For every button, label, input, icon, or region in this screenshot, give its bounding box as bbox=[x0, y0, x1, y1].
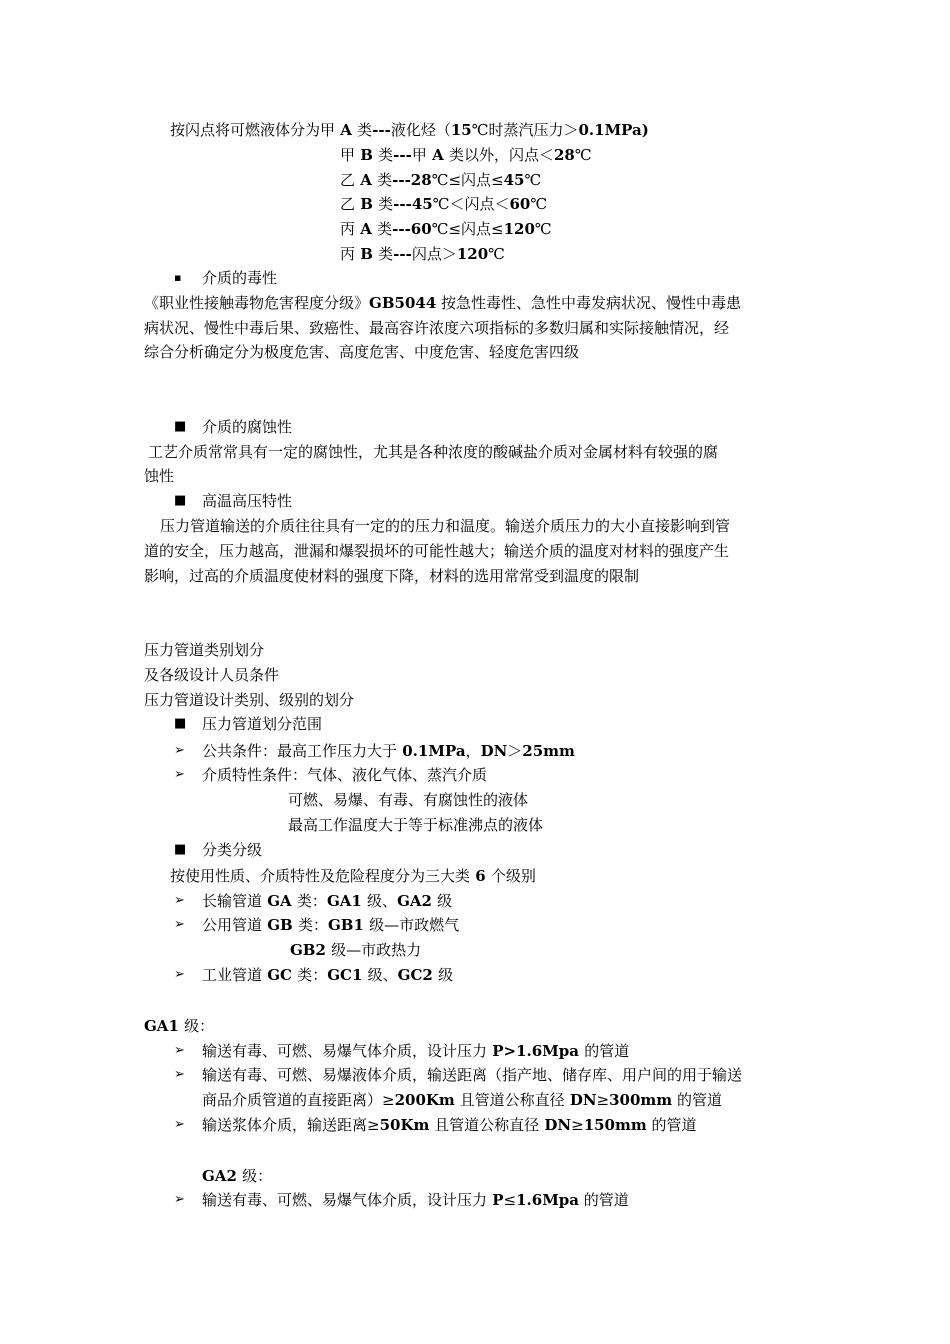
text: GC1 bbox=[327, 966, 368, 984]
text: GB2 bbox=[290, 941, 332, 959]
text: ≥ bbox=[571, 1116, 584, 1134]
text: GA2 bbox=[397, 892, 438, 910]
class-gb bbox=[202, 915, 459, 935]
ga2-item-1 bbox=[202, 1190, 629, 1210]
corrosion-paragraph-line-2: 蚀性 bbox=[144, 467, 175, 485]
medium-condition-2: 可燃、易爆、有毒、有腐蚀性的液体 bbox=[288, 791, 529, 809]
text: 类 bbox=[378, 195, 394, 213]
text: GC bbox=[262, 966, 298, 984]
text: ℃ bbox=[524, 171, 542, 189]
ga1-title bbox=[144, 1016, 214, 1036]
text: 级—市政热力 bbox=[331, 941, 422, 959]
arrow-bullet-icon: ➢ bbox=[174, 1043, 185, 1058]
text: 的管道 bbox=[672, 1091, 722, 1109]
text: 级、 bbox=[367, 892, 398, 910]
text: 输送有毒、可燃、易爆气体介质，设计压力 bbox=[202, 1191, 488, 1209]
text: ℃ bbox=[488, 245, 505, 263]
text: ℃≤闪点≤ bbox=[431, 220, 504, 238]
arrow-bullet-icon: ➢ bbox=[174, 1117, 185, 1132]
text: 类： bbox=[297, 966, 328, 984]
text: 长输管道 bbox=[202, 892, 263, 910]
text: GA bbox=[262, 892, 297, 910]
text: ≥ bbox=[596, 1091, 610, 1109]
text: 25mm bbox=[522, 742, 575, 760]
flash-row-1 bbox=[170, 120, 649, 140]
text: A bbox=[355, 220, 378, 238]
text: 类以外，闪点＜ bbox=[448, 146, 554, 164]
arrow-bullet-icon: ➢ bbox=[174, 743, 185, 758]
text: ℃ bbox=[534, 220, 552, 238]
section-heading-high-temp: 高温高压特性 bbox=[202, 492, 293, 510]
section-heading-toxicity: 介质的毒性 bbox=[202, 269, 278, 287]
text: GB bbox=[262, 916, 298, 934]
ga2-title bbox=[202, 1166, 272, 1186]
ga1-item-2-line-2 bbox=[202, 1090, 722, 1110]
text: 级： bbox=[184, 1017, 215, 1035]
text: 200Km bbox=[394, 1091, 455, 1109]
text: 输送浆体介质，输送距离≥ bbox=[202, 1116, 380, 1134]
text: A bbox=[426, 146, 449, 164]
text: 类： bbox=[297, 916, 328, 934]
title-design-category: 压力管道设计类别、级别的划分 bbox=[144, 691, 355, 709]
square-bullet-icon: ■ bbox=[174, 716, 187, 731]
section-heading-corrosion: 介质的腐蚀性 bbox=[202, 418, 293, 436]
text: 级 bbox=[437, 892, 453, 910]
text: 1.6Mpa bbox=[516, 1191, 580, 1209]
text: 类 bbox=[357, 121, 373, 139]
medium-condition-3: 最高工作温度大于等于标准沸点的液体 bbox=[288, 816, 544, 834]
text: --- bbox=[393, 245, 412, 263]
title-pipe-category: 压力管道类别划分 bbox=[144, 641, 265, 659]
text: ＞ bbox=[507, 742, 523, 760]
arrow-bullet-icon: ➢ bbox=[174, 1067, 185, 1082]
text: 乙 bbox=[340, 195, 356, 213]
hightemp-paragraph-line-3: 影响，过高的介质温度使材料的强度下降，材料的选用常常受到温度的限制 bbox=[144, 567, 640, 585]
text: 28 bbox=[553, 146, 575, 164]
arrow-bullet-icon: ➢ bbox=[174, 767, 185, 782]
text: 50Km bbox=[379, 1116, 430, 1134]
text: --- bbox=[393, 146, 412, 164]
flash-row-2 bbox=[340, 145, 592, 165]
toxicity-paragraph-line-1 bbox=[144, 293, 741, 313]
text: GA2 bbox=[202, 1167, 243, 1185]
class-gc bbox=[202, 965, 453, 985]
text: ℃时蒸汽压力＞ bbox=[471, 121, 579, 139]
arrow-bullet-icon: ➢ bbox=[174, 967, 185, 982]
text: 的管道 bbox=[584, 1042, 630, 1060]
text: 个级别 bbox=[490, 867, 536, 885]
text: DN bbox=[539, 1116, 572, 1134]
class-ga bbox=[202, 891, 452, 911]
text: 闪点＞ bbox=[411, 245, 457, 263]
text: 乙 bbox=[340, 171, 356, 189]
text: GA1 bbox=[144, 1017, 185, 1035]
flash-row-5 bbox=[340, 219, 552, 239]
text: B bbox=[355, 146, 379, 164]
text: 类 bbox=[377, 220, 393, 238]
text: ≤ bbox=[503, 1191, 517, 1209]
text: 甲 bbox=[340, 146, 356, 164]
text: 输送有毒、可燃、易爆气体介质，设计压力 bbox=[202, 1042, 488, 1060]
text: 级 bbox=[438, 966, 454, 984]
text: A bbox=[335, 121, 358, 139]
text: ℃＜闪点＜ bbox=[432, 195, 510, 213]
text: ℃ bbox=[574, 146, 592, 164]
text: 120 bbox=[503, 220, 535, 238]
text: DN bbox=[564, 1091, 597, 1109]
text: P bbox=[487, 1191, 504, 1209]
text: B bbox=[355, 245, 379, 263]
text: 类： bbox=[296, 892, 327, 910]
text: ---60 bbox=[392, 220, 432, 238]
text: 6 bbox=[470, 867, 491, 885]
text: GA1 bbox=[326, 892, 368, 910]
text: 级—市政燃气 bbox=[369, 916, 460, 934]
section-heading-classify: 分类分级 bbox=[202, 841, 263, 859]
text: 丙 bbox=[340, 220, 356, 238]
text: ， bbox=[465, 742, 481, 760]
text: 60 bbox=[509, 195, 531, 213]
small-square-bullet-icon: ▪ bbox=[174, 271, 182, 284]
toxicity-paragraph-line-3: 综合分析确定分为极度危害、高度危害、中度危害、轻度危害四级 bbox=[144, 343, 580, 361]
text: 按急性毒性、急性中毒发病状况、慢性中毒患 bbox=[436, 294, 742, 312]
ga1-item-3 bbox=[202, 1115, 697, 1135]
text: GC2 bbox=[397, 966, 439, 984]
text: 按闪点将可燃液体分为甲 bbox=[170, 121, 336, 139]
text: 《职业性接触毒物危害程度分级》 bbox=[144, 294, 370, 312]
text: 15 bbox=[450, 121, 472, 139]
text: 商品介质管道的直接距离）≥ bbox=[202, 1091, 395, 1109]
ga1-item-2-line-1: 输送有毒、可燃、易爆液体介质，输送距离（指产地、储存库、用户间的用于输送 bbox=[202, 1066, 743, 1084]
text: ---45 bbox=[393, 195, 433, 213]
text: 液化烃（ bbox=[390, 121, 451, 139]
text: GB5044 bbox=[369, 294, 437, 312]
arrow-bullet-icon: ➢ bbox=[174, 893, 185, 908]
toxicity-paragraph-line-2: 病状况、慢性中毒后果、致癌性、最高容许浓度六项指标的多数归属和实际接触情况，经 bbox=[144, 319, 730, 337]
text: 150mm bbox=[583, 1116, 647, 1134]
text: 丙 bbox=[340, 245, 356, 263]
text: B bbox=[355, 195, 379, 213]
text: 类 bbox=[378, 245, 394, 263]
text: 公用管道 bbox=[202, 916, 263, 934]
text: 且管道公称直径 bbox=[454, 1091, 565, 1109]
classify-intro bbox=[170, 866, 536, 886]
arrow-bullet-icon: ➢ bbox=[174, 917, 185, 932]
text: 的管道 bbox=[579, 1191, 629, 1209]
hightemp-paragraph-line-1: 压力管道输送的介质往往具有一定的的压力和温度。输送介质压力的大小直接影响到管 bbox=[160, 517, 731, 535]
text: GB1 bbox=[327, 916, 370, 934]
text: 的管道 bbox=[646, 1116, 697, 1134]
text: 工业管道 bbox=[202, 966, 263, 984]
text: 按使用性质、介质特性及危险程度分为三大类 bbox=[170, 867, 471, 885]
text: 0.1MPa bbox=[397, 742, 466, 760]
text: 120 bbox=[456, 245, 489, 263]
flash-row-3 bbox=[340, 170, 541, 190]
text: 300mm bbox=[609, 1091, 673, 1109]
class-gb2 bbox=[290, 940, 421, 960]
square-bullet-icon: ■ bbox=[174, 493, 187, 508]
text: 0.1MPa) bbox=[578, 121, 649, 139]
text: A bbox=[355, 171, 378, 189]
hightemp-paragraph-line-2: 道的安全，压力越高，泄漏和爆裂损坏的可能性越大；输送介质的温度对材料的强度产生 bbox=[144, 542, 730, 560]
text: 类 bbox=[378, 146, 394, 164]
section-heading-scope: 压力管道划分范围 bbox=[202, 715, 323, 733]
text: 级： bbox=[242, 1167, 273, 1185]
corrosion-paragraph-line-1: 工艺介质常常具有一定的腐蚀性，尤其是各种浓度的酸碱盐介质对金属材料有较强的腐 bbox=[148, 443, 719, 461]
text: 类 bbox=[377, 171, 393, 189]
text: P>1.6Mpa bbox=[487, 1042, 585, 1060]
text: --- bbox=[372, 121, 391, 139]
flash-row-4 bbox=[340, 194, 547, 214]
text: 且管道公称直径 bbox=[429, 1116, 540, 1134]
common-condition bbox=[202, 741, 575, 761]
square-bullet-icon: ■ bbox=[174, 842, 187, 857]
flash-row-6 bbox=[340, 244, 505, 264]
text: 级、 bbox=[367, 966, 398, 984]
text: 公共条件：最高工作压力大于 bbox=[202, 742, 398, 760]
square-bullet-icon: ■ bbox=[174, 419, 187, 434]
title-designer-conditions: 及各级设计人员条件 bbox=[144, 666, 280, 684]
text: 甲 bbox=[411, 146, 427, 164]
ga1-item-1 bbox=[202, 1041, 629, 1061]
arrow-bullet-icon: ➢ bbox=[174, 1192, 185, 1207]
text: ℃ bbox=[530, 195, 548, 213]
text: ℃≤闪点≤ bbox=[431, 171, 504, 189]
medium-condition-1: 介质特性条件：气体、液化气体、蒸汽介质 bbox=[202, 766, 488, 784]
text: ---28 bbox=[392, 171, 432, 189]
text: 45 bbox=[503, 171, 525, 189]
text: DN bbox=[480, 742, 508, 760]
